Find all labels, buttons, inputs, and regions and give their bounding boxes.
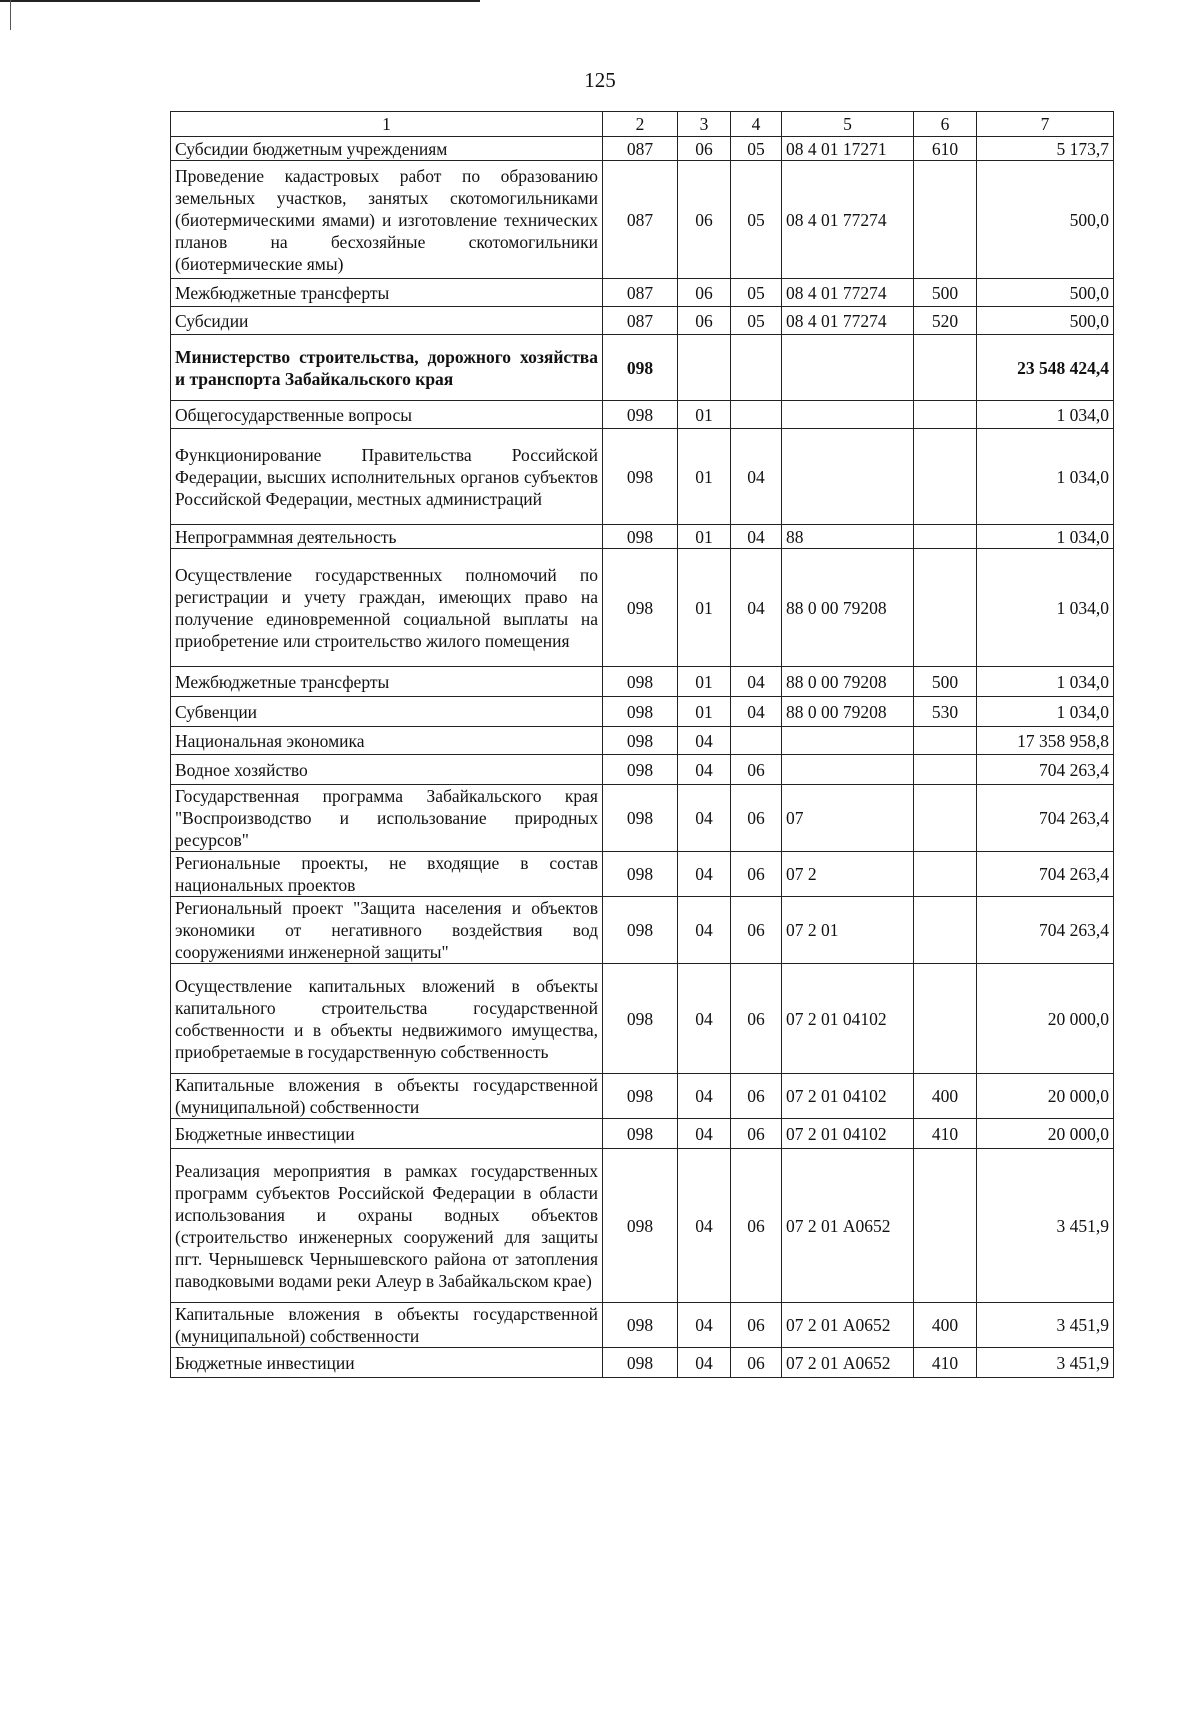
table-row — [171, 897, 1114, 964]
row-ministry-code-cell: 098 — [603, 549, 678, 667]
table-row — [171, 525, 1114, 549]
row-section-cell: 01 — [678, 667, 731, 697]
row-subsection-cell: 06 — [731, 1348, 782, 1378]
row-target-article-cell — [782, 755, 914, 785]
row-section-cell: 04 — [678, 852, 731, 897]
row-expense-type-cell: 500 — [914, 279, 977, 307]
row-name-cell: Капитальные вложения в объекты государственной (муниципальной) собственности — [171, 1303, 603, 1348]
row-ministry-code-cell: 098 — [603, 785, 678, 852]
row-subsection-cell: 05 — [731, 307, 782, 335]
row-expense-type-cell — [914, 335, 977, 401]
row-ministry-code-cell: 087 — [603, 137, 678, 161]
row-subsection-cell: 06 — [731, 1074, 782, 1119]
row-name-cell: Непрограммная деятельность — [171, 525, 603, 549]
table-row — [171, 429, 1114, 525]
table-row — [171, 1074, 1114, 1119]
row-section-cell: 06 — [678, 279, 731, 307]
row-section-cell: 04 — [678, 1074, 731, 1119]
row-ministry-code-cell: 098 — [603, 1074, 678, 1119]
row-expense-type-cell: 530 — [914, 697, 977, 727]
row-expense-type-cell: 410 — [914, 1348, 977, 1378]
table-row — [171, 964, 1114, 1074]
row-amount-cell: 20 000,0 — [977, 1119, 1114, 1149]
table-row — [171, 137, 1114, 161]
header-cell-7: 7 — [977, 112, 1114, 137]
row-name-cell: Субсидии — [171, 307, 603, 335]
row-amount-cell: 1 034,0 — [977, 401, 1114, 429]
table-row — [171, 785, 1114, 852]
row-target-article-cell: 07 2 01 04102 — [782, 1119, 914, 1149]
row-ministry-code-cell: 087 — [603, 307, 678, 335]
row-name-cell: Субвенции — [171, 697, 603, 727]
row-amount-cell: 704 263,4 — [977, 755, 1114, 785]
row-target-article-cell — [782, 335, 914, 401]
row-section-cell: 04 — [678, 785, 731, 852]
row-name-cell: Реализация мероприятия в рамках государственных программ субъектов Российской Федерации в области использования и охраны водных объектов (строительство инженерных сооружений для защиты пгт. Чернышевск Чернышевского района от затопления паводковыми водами реки Алеур в Забайкальском крае) — [171, 1149, 603, 1303]
row-subsection-cell: 05 — [731, 279, 782, 307]
row-amount-cell: 20 000,0 — [977, 964, 1114, 1074]
table-row — [171, 727, 1114, 755]
row-target-article-cell: 88 0 00 79208 — [782, 667, 914, 697]
header-cell-1: 1 — [171, 112, 603, 137]
row-amount-cell: 1 034,0 — [977, 549, 1114, 667]
row-target-article-cell: 07 — [782, 785, 914, 852]
row-subsection-cell: 06 — [731, 1303, 782, 1348]
table-row — [171, 549, 1114, 667]
row-ministry-code-cell: 098 — [603, 335, 678, 401]
row-section-cell: 01 — [678, 525, 731, 549]
row-target-article-cell: 07 2 01 — [782, 897, 914, 964]
scan-edge-line — [0, 0, 480, 2]
row-amount-cell: 704 263,4 — [977, 897, 1114, 964]
row-expense-type-cell — [914, 525, 977, 549]
row-target-article-cell: 08 4 01 17271 — [782, 137, 914, 161]
row-expense-type-cell — [914, 785, 977, 852]
row-subsection-cell — [731, 401, 782, 429]
row-subsection-cell: 04 — [731, 549, 782, 667]
row-subsection-cell: 04 — [731, 697, 782, 727]
row-amount-cell: 1 034,0 — [977, 697, 1114, 727]
table-row — [171, 755, 1114, 785]
row-name-cell: Межбюджетные трансферты — [171, 667, 603, 697]
row-target-article-cell: 88 0 00 79208 — [782, 549, 914, 667]
row-subsection-cell: 04 — [731, 429, 782, 525]
table-row — [171, 697, 1114, 727]
table-row — [171, 335, 1114, 401]
header-cell-5: 5 — [782, 112, 914, 137]
row-amount-cell: 1 034,0 — [977, 429, 1114, 525]
row-expense-type-cell: 500 — [914, 667, 977, 697]
row-section-cell: 04 — [678, 1149, 731, 1303]
header-cell-6: 6 — [914, 112, 977, 137]
row-ministry-code-cell: 098 — [603, 897, 678, 964]
row-amount-cell: 17 358 958,8 — [977, 727, 1114, 755]
row-section-cell: 06 — [678, 307, 731, 335]
row-ministry-code-cell: 098 — [603, 852, 678, 897]
row-subsection-cell — [731, 727, 782, 755]
row-expense-type-cell: 400 — [914, 1074, 977, 1119]
table-row — [171, 852, 1114, 897]
row-ministry-code-cell: 087 — [603, 161, 678, 279]
row-subsection-cell: 06 — [731, 755, 782, 785]
row-name-cell: Общегосударственные вопросы — [171, 401, 603, 429]
row-expense-type-cell — [914, 852, 977, 897]
row-section-cell: 01 — [678, 429, 731, 525]
row-name-cell: Бюджетные инвестиции — [171, 1348, 603, 1378]
row-section-cell: 04 — [678, 1303, 731, 1348]
row-section-cell — [678, 335, 731, 401]
row-target-article-cell: 88 — [782, 525, 914, 549]
page-number: 125 — [584, 68, 616, 92]
row-subsection-cell — [731, 335, 782, 401]
row-target-article-cell: 07 2 01 04102 — [782, 1074, 914, 1119]
row-name-cell: Национальная экономика — [171, 727, 603, 755]
row-target-article-cell: 07 2 01 А0652 — [782, 1303, 914, 1348]
row-subsection-cell: 06 — [731, 1149, 782, 1303]
row-expense-type-cell — [914, 1149, 977, 1303]
row-target-article-cell: 08 4 01 77274 — [782, 307, 914, 335]
row-section-cell: 01 — [678, 401, 731, 429]
row-subsection-cell: 06 — [731, 852, 782, 897]
table-row — [171, 1119, 1114, 1149]
row-amount-cell: 704 263,4 — [977, 852, 1114, 897]
row-expense-type-cell — [914, 755, 977, 785]
row-target-article-cell: 07 2 01 А0652 — [782, 1149, 914, 1303]
row-name-cell: Министерство строительства, дорожного хозяйства и транспорта Забайкальского края — [171, 335, 603, 401]
table-header-row — [171, 112, 1114, 137]
table-row — [171, 307, 1114, 335]
row-ministry-code-cell: 098 — [603, 964, 678, 1074]
row-section-cell: 04 — [678, 1348, 731, 1378]
row-target-article-cell: 08 4 01 77274 — [782, 279, 914, 307]
row-name-cell: Субсидии бюджетным учреждениям — [171, 137, 603, 161]
row-subsection-cell: 06 — [731, 964, 782, 1074]
row-expense-type-cell — [914, 401, 977, 429]
row-amount-cell: 704 263,4 — [977, 785, 1114, 852]
row-name-cell: Межбюджетные трансферты — [171, 279, 603, 307]
row-ministry-code-cell: 098 — [603, 429, 678, 525]
row-target-article-cell: 88 0 00 79208 — [782, 697, 914, 727]
row-target-article-cell: 07 2 01 А0652 — [782, 1348, 914, 1378]
row-ministry-code-cell: 098 — [603, 755, 678, 785]
row-section-cell: 04 — [678, 897, 731, 964]
row-name-cell: Проведение кадастровых работ по образованию земельных участков, занятых скотомогильниками (биотермическими ямами) и изготовление технических планов на бесхозяйные скотомогильники (биотермические ямы) — [171, 161, 603, 279]
row-expense-type-cell: 610 — [914, 137, 977, 161]
row-target-article-cell — [782, 727, 914, 755]
row-target-article-cell: 08 4 01 77274 — [782, 161, 914, 279]
row-name-cell: Осуществление государственных полномочий по регистрации и учету граждан, имеющих право на получение единовременной социальной выплаты на приобретение или строительство жилого помещения — [171, 549, 603, 667]
row-amount-cell: 3 451,9 — [977, 1149, 1114, 1303]
row-subsection-cell: 06 — [731, 897, 782, 964]
row-section-cell: 04 — [678, 1119, 731, 1149]
row-ministry-code-cell: 098 — [603, 1149, 678, 1303]
row-ministry-code-cell: 098 — [603, 727, 678, 755]
budget-table — [170, 111, 1114, 1378]
row-amount-cell: 500,0 — [977, 279, 1114, 307]
row-ministry-code-cell: 098 — [603, 1303, 678, 1348]
row-ministry-code-cell: 098 — [603, 667, 678, 697]
row-amount-cell: 500,0 — [977, 307, 1114, 335]
row-subsection-cell: 05 — [731, 161, 782, 279]
row-ministry-code-cell: 087 — [603, 279, 678, 307]
row-target-article-cell — [782, 401, 914, 429]
row-amount-cell: 1 034,0 — [977, 525, 1114, 549]
row-ministry-code-cell: 098 — [603, 1119, 678, 1149]
row-expense-type-cell — [914, 897, 977, 964]
row-amount-cell: 20 000,0 — [977, 1074, 1114, 1119]
row-section-cell: 01 — [678, 549, 731, 667]
row-expense-type-cell: 520 — [914, 307, 977, 335]
row-amount-cell: 5 173,7 — [977, 137, 1114, 161]
row-ministry-code-cell: 098 — [603, 1348, 678, 1378]
row-subsection-cell: 05 — [731, 137, 782, 161]
row-section-cell: 06 — [678, 137, 731, 161]
row-subsection-cell: 06 — [731, 1119, 782, 1149]
row-expense-type-cell — [914, 964, 977, 1074]
row-section-cell: 04 — [678, 727, 731, 755]
table-row — [171, 161, 1114, 279]
row-name-cell: Государственная программа Забайкальского края "Воспроизводство и использование природных ресурсов" — [171, 785, 603, 852]
row-section-cell: 04 — [678, 755, 731, 785]
table-row — [171, 1149, 1114, 1303]
row-name-cell: Водное хозяйство — [171, 755, 603, 785]
row-name-cell: Капитальные вложения в объекты государственной (муниципальной) собственности — [171, 1074, 603, 1119]
row-subsection-cell: 06 — [731, 785, 782, 852]
row-ministry-code-cell: 098 — [603, 401, 678, 429]
row-target-article-cell: 07 2 — [782, 852, 914, 897]
row-section-cell: 04 — [678, 964, 731, 1074]
scan-edge-mark — [10, 0, 11, 30]
header-cell-3: 3 — [678, 112, 731, 137]
row-amount-cell: 500,0 — [977, 161, 1114, 279]
row-expense-type-cell — [914, 429, 977, 525]
row-name-cell: Осуществление капитальных вложений в объекты капитального строительства государственной собственности и в объекты недвижимого имущества, приобретаемые в государственную собственность — [171, 964, 603, 1074]
row-expense-type-cell — [914, 161, 977, 279]
table-row — [171, 667, 1114, 697]
row-name-cell: Региональные проекты, не входящие в состав национальных проектов — [171, 852, 603, 897]
row-ministry-code-cell: 098 — [603, 525, 678, 549]
row-expense-type-cell — [914, 727, 977, 755]
row-target-article-cell: 07 2 01 04102 — [782, 964, 914, 1074]
row-amount-cell: 3 451,9 — [977, 1303, 1114, 1348]
row-expense-type-cell: 410 — [914, 1119, 977, 1149]
table-row — [171, 279, 1114, 307]
table-row — [171, 1303, 1114, 1348]
row-target-article-cell — [782, 429, 914, 525]
row-amount-cell: 23 548 424,4 — [977, 335, 1114, 401]
header-cell-4: 4 — [731, 112, 782, 137]
row-name-cell: Бюджетные инвестиции — [171, 1119, 603, 1149]
row-section-cell: 06 — [678, 161, 731, 279]
row-name-cell: Региональный проект "Защита населения и объектов экономики от негативного воздействия вод сооружениями инженерной защиты" — [171, 897, 603, 964]
table-row — [171, 401, 1114, 429]
row-amount-cell: 3 451,9 — [977, 1348, 1114, 1378]
table-row — [171, 1348, 1114, 1378]
row-subsection-cell: 04 — [731, 525, 782, 549]
row-section-cell: 01 — [678, 697, 731, 727]
row-name-cell: Функционирование Правительства Российской Федерации, высших исполнительных органов субъектов Российской Федерации, местных администраций — [171, 429, 603, 525]
row-subsection-cell: 04 — [731, 667, 782, 697]
row-expense-type-cell: 400 — [914, 1303, 977, 1348]
header-cell-2: 2 — [603, 112, 678, 137]
row-ministry-code-cell: 098 — [603, 697, 678, 727]
row-amount-cell: 1 034,0 — [977, 667, 1114, 697]
row-expense-type-cell — [914, 549, 977, 667]
